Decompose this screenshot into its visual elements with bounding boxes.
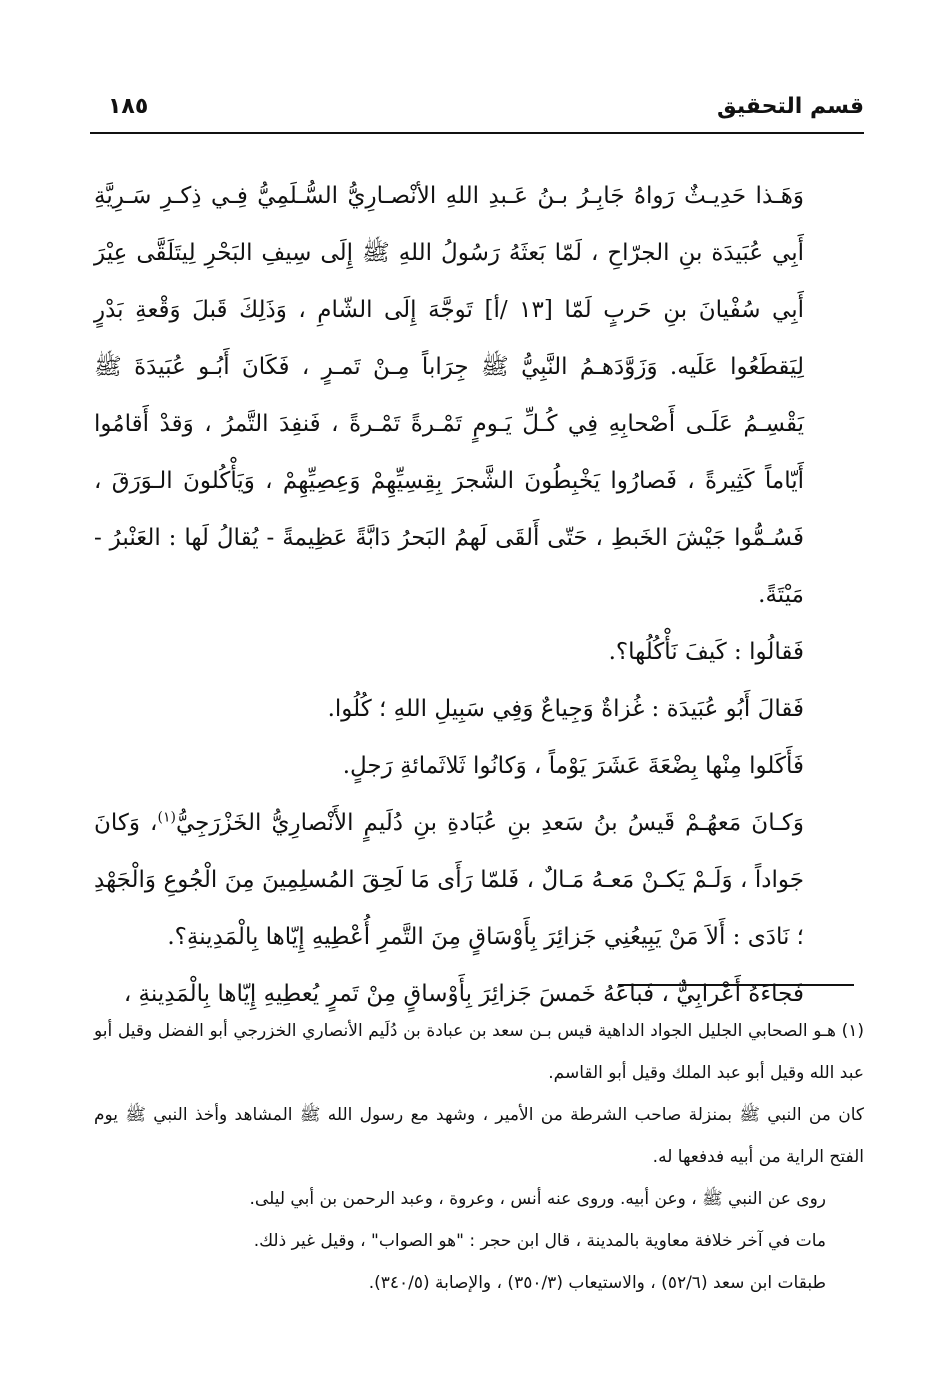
paragraph: فَأَكَلوا مِنْها بِضْعَةَ عَشَرَ يَوْماً ، وَكانُوا ثَلاثَمائةِ رَجلٍ. [342, 753, 804, 779]
footnote-reference: (١) [157, 809, 176, 826]
paragraph-start: وَكـانَ مَعهُـمْ قَيسُ بنُ سَعدِ بنِ عُبَادةِ بنِ دُلَيمٍ الأَنْصارِيُّ الخَزْرَجِيُّ [175, 810, 804, 836]
footnote-line: (١) هـو الصحابي الجليل الجواد الداهية قيس بـن سعد بن عبادة بن دُلَيم الأنصاري الخزرجي أبو الفضل وقيل أبو عبد الله وقيل أبو عبد الملك وقيل أبو القاسم. [94, 1021, 864, 1083]
footnote-separator [618, 984, 854, 986]
footnote-line: طبقات ابن سعد (٥٢/٦) ، والاستيعاب (٣٥٠/٣) ، والإصابة (٣٤٠/٥). [368, 1273, 826, 1293]
paragraph: وَهَـذا حَدِيـثٌ رَواهُ جَابِـرُ بـنُ عَـبدِ اللهِ الأنْصـارِيُّ السُّـلَمِيُّ فِـي ذِكـرِ سَـرِيَّةِ أَبِي عُبَيدَة بنِ الجرّاحِ ، لَمّا بَعثَهُ رَسُولُ اللهِ ﷺ إِلَى سِيفِ البَحْرِ لِيتَلَقَّى عِيْرَ أَبِي سُفْيانَ بنِ حَربٍ لَمّا [١٣ /أ] تَوجَّهَ إِلَى الشّامِ ، وَذَلِكَ قَبلَ وَقْعةِ بَدْرٍ لِيَقطَعُوا عَلَيه. وَزَوَّدَهـمُ النَّبِيُّ ﷺ جِرَاباً مِـنْ تَمـرٍ ، فَكَانَ أَبُـو عُبَيدَةَ ﷺ يَقْسِـمُ عَلَـى أَصْحابِهِ فِي كُـلِّ يَـومٍ تَمْـرةً تَمْـرةً ، فَنفِدَ التَّمرُ ، وَقدْ أَقامُوا أَيّاماً كَثِيرةً ، فَصارُوا يَخْبِطُونَ الشَّجرَ بِقِسِيِّهِمْ وَعِصِيِّهِمْ ، وَيَأْكُلونَ الـوَرَقَ ، فَسُـمُّوا جَيْشَ الخَبطِ ، حَتّى أَلقَى لَهمُ البَحرُ دَابَّةً عَظِيمةً - يُقالُ لَها : العَنْبرُ - مَيْتَةً. [94, 183, 804, 608]
footnote-line: كان من النبي ﷺ بمنزلة صاحب الشرطة من الأمير ، وشهد مع رسول الله ﷺ المشاهد وأخذ النبي ﷺ يوم الفتح الراية من أبيه فدفعها له. [94, 1105, 864, 1167]
paragraph: فَجاءَهُ أَعْرابِيٌّ ، فَباعَهُ خَمسَ جَزائِرَ بِأَوْساقٍ مِنْ تَمرٍ يُعطِيهِ إِيّاها بِالْمَدِينةِ ، [123, 981, 804, 1007]
page-number: ١٨٥ [108, 94, 149, 119]
paragraph: فَقالُوا : كَيفَ نَأْكُلُها؟. [608, 639, 804, 665]
paragraph-rest: ، وَكانَ جَواداً ، وَلَـمْ يَكـنْ مَعـهُ مَـالٌ ، فَلمّا رَأَى مَا لَحِقَ المُسلِمِينَ مِنَ الْجُوعِ وَالْجَهْدِ ؛ نَادَى : أَلاَ مَنْ يَبِيعُنِي جَزائِرَ بِأَوْسَاقٍ مِنَ التَّمرِ أُعْطِيهِ إِيّاها بِالْمَدِينةِ؟. [94, 810, 804, 950]
main-text [94, 168, 864, 1023]
section-title: قسم التحقيق [717, 94, 864, 119]
paragraph-with-footnote [94, 795, 864, 966]
footnote-line: روى عن النبي ﷺ ، وعن أبيه. وروى عنه أنس ، وعروة ، وعبد الرحمن بن أبي ليلى. [249, 1189, 826, 1209]
footnote-line: مات في آخر خلافة معاوية بالمدينة ، قال ابن حجر : "هو الصواب" ، وقيل غير ذلك. [253, 1231, 826, 1251]
page-header [90, 92, 864, 134]
footnotes [94, 1010, 864, 1304]
paragraph: فَقالَ أَبُو عُبَيدَة : غُزاةٌ وَجِياعٌ وَفِي سَبِيلِ اللهِ ؛ كُلُوا. [327, 696, 804, 722]
